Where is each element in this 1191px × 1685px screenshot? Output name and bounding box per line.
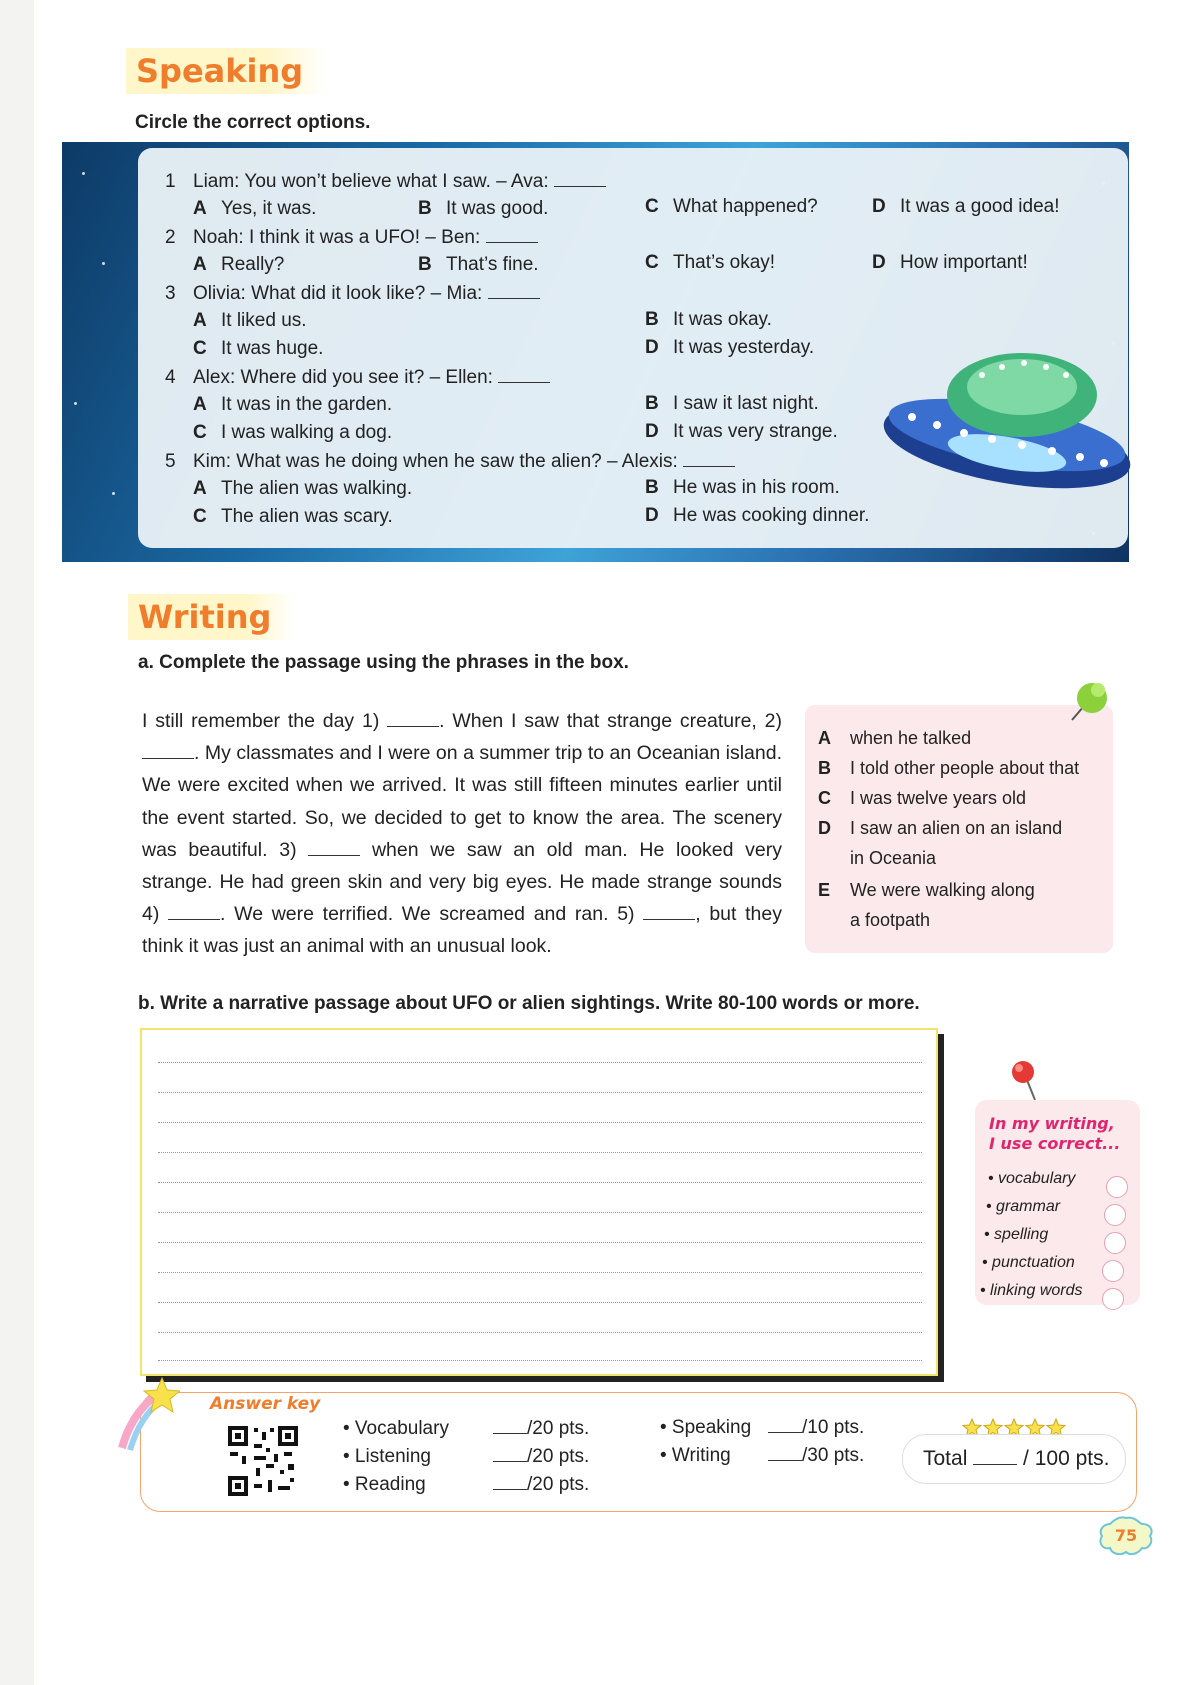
phrase-e-cont: a footpath — [850, 910, 931, 930]
score-vocabulary: • Vocabulary /20 pts. — [343, 1418, 590, 1439]
phrase-d-cont: in Oceania — [850, 848, 937, 868]
question-3: 3 Olivia: What did it look like? – Mia: — [165, 282, 540, 305]
checklist-circle[interactable] — [1104, 1204, 1126, 1226]
writing-title: Writing — [128, 594, 295, 640]
pushpin-green-icon — [1060, 676, 1112, 730]
passage-blank-2[interactable] — [142, 742, 194, 759]
option-2a[interactable]: A Really? — [193, 254, 285, 275]
option-1d[interactable]: D It was a good idea! — [872, 196, 1060, 217]
pushpin-red-icon — [1005, 1058, 1045, 1102]
writing-instruction-b: b. Write a narrative passage about UFO or alien sightings. Write 80-100 words or more. — [138, 993, 920, 1014]
checklist-item: • spelling — [984, 1226, 1049, 1243]
option-2b[interactable]: B That’s fine. — [418, 254, 539, 275]
checklist-item: • linking words — [980, 1282, 1083, 1299]
checklist-item: • grammar — [986, 1198, 1061, 1215]
option-3c[interactable]: C It was huge. — [193, 338, 324, 359]
writing-instruction-a: a. Complete the passage using the phrases in the box. — [138, 652, 629, 673]
answer-blank[interactable] — [498, 366, 550, 383]
answer-blank[interactable] — [554, 170, 606, 187]
total-blank[interactable] — [973, 1448, 1017, 1465]
option-1c[interactable]: C What happened? — [645, 196, 818, 217]
option-5d[interactable]: D He was cooking dinner. — [645, 505, 870, 526]
passage-blank-3[interactable] — [308, 839, 360, 856]
passage-blank-5[interactable] — [643, 903, 695, 920]
checklist-item: • vocabulary — [988, 1170, 1076, 1187]
checklist-title: In my writing, I use correct... — [989, 1114, 1121, 1153]
page-edge-shadow — [0, 0, 34, 1685]
option-5c[interactable]: C The alien was scary. — [193, 506, 393, 527]
question-5: 5 Kim: What was he doing when he saw the alien? – Alexis: — [165, 450, 735, 473]
option-3a[interactable]: A It liked us. — [193, 310, 307, 331]
passage-text: I still remember the day 1) . When I saw that strange creature, 2) . My classmates and I were on a summer trip to an Oceanian island. We were excited when we arrived. It was still fifteen minutes earlier until the event started. So, we decided to get to know the area. The scenery was beautiful. 3) when we saw an old man. He looked very strange. He had green skin and very big eyes. He made strange sounds 4) . We were terrified. We screamed and ran. 5) , but they think it was just an animal with an unusual look. — [142, 710, 783, 958]
option-3b[interactable]: B It was okay. — [645, 309, 772, 330]
score-listening: • Listening /20 pts. — [343, 1446, 590, 1467]
question-1: 1 Liam: You won’t believe what I saw. – Ava: — [165, 170, 606, 193]
checklist-circle[interactable] — [1104, 1232, 1126, 1254]
checklist-item: • punctuation — [982, 1254, 1075, 1271]
phrase-a: A when he talked — [818, 728, 972, 748]
answer-blank[interactable] — [486, 226, 538, 243]
total-score: Total / 100 pts. — [902, 1434, 1126, 1484]
option-2d[interactable]: D How important! — [872, 252, 1028, 273]
passage-blank-1[interactable] — [387, 710, 439, 727]
qr-code-icon[interactable] — [226, 1424, 300, 1498]
answer-key-title: Answer key — [210, 1394, 321, 1414]
writing-area[interactable] — [140, 1028, 938, 1376]
score-speaking: • Speaking /10 pts. — [660, 1417, 865, 1438]
option-1a[interactable]: A Yes, it was. — [193, 198, 317, 219]
checklist-circle[interactable] — [1106, 1176, 1128, 1198]
shooting-star-icon — [118, 1372, 180, 1452]
ufo-illustration — [872, 335, 1142, 505]
question-4: 4 Alex: Where did you see it? – Ellen: — [165, 366, 550, 389]
checklist-circle[interactable] — [1102, 1260, 1124, 1282]
question-2: 2 Noah: I think it was a UFO! – Ben: — [165, 226, 538, 249]
answer-blank[interactable] — [683, 450, 735, 467]
answer-blank[interactable] — [488, 282, 540, 299]
speaking-title: Speaking — [126, 48, 327, 94]
phrase-d: D I saw an alien on an island — [818, 818, 1063, 838]
option-4d[interactable]: D It was very strange. — [645, 421, 838, 442]
option-5b[interactable]: B He was in his room. — [645, 477, 840, 498]
option-4a[interactable]: A It was in the garden. — [193, 394, 393, 415]
option-2c[interactable]: C That’s okay! — [645, 252, 776, 273]
passage-blank-4[interactable] — [168, 903, 220, 920]
option-1b[interactable]: B It was good. — [418, 198, 549, 219]
phrase-b: B I told other people about that — [818, 758, 1080, 778]
checklist-circle[interactable] — [1102, 1288, 1124, 1310]
phrase-e: E We were walking along — [818, 880, 1035, 900]
speaking-instruction: Circle the correct options. — [135, 112, 371, 133]
score-reading: • Reading /20 pts. — [343, 1474, 590, 1495]
phrase-c: C I was twelve years old — [818, 788, 1027, 808]
option-4b[interactable]: B I saw it last night. — [645, 393, 819, 414]
option-4c[interactable]: C I was walking a dog. — [193, 422, 393, 443]
option-3d[interactable]: D It was yesterday. — [645, 337, 815, 358]
score-writing: • Writing /30 pts. — [660, 1445, 865, 1466]
option-5a[interactable]: A The alien was walking. — [193, 478, 413, 499]
page-number: 75 — [1114, 1526, 1138, 1545]
